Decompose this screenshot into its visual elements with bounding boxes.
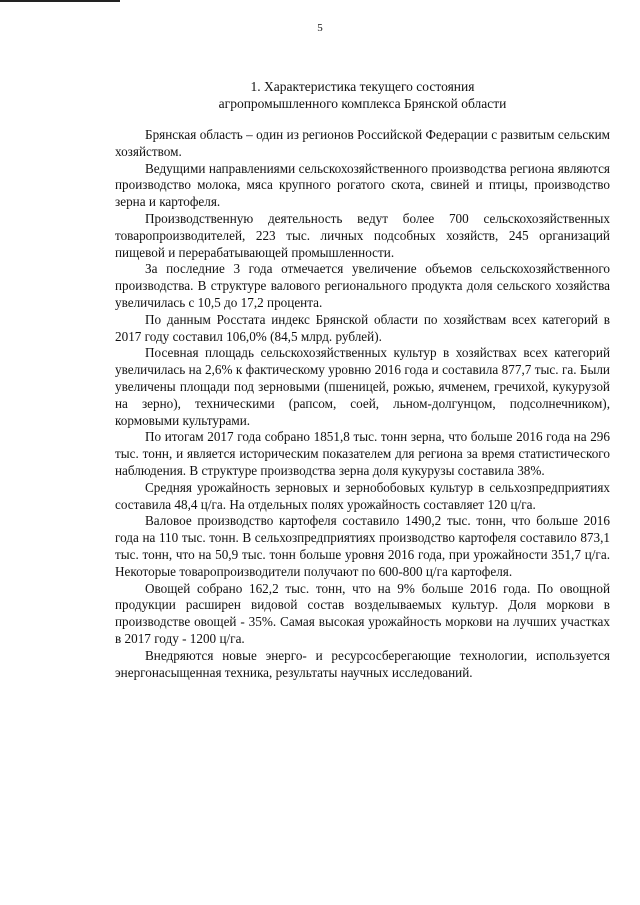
paragraph: За последние 3 года отмечается увеличение объемов сельскохозяйственного производства. В структуре валового регионального продукта доля сельского хозяйства увеличилась с 10,5 до 17,2 процента. — [115, 261, 610, 310]
section-title-line-2: агропромышленного комплекса Брянской области — [218, 96, 507, 111]
paragraph: Производственную деятельность ведут более 700 сельскохозяйственных товаропроизводителей, 223 тыс. личных подсобных хозяйств, 245 организаций пищевой и перерабатывающей промышленности. — [115, 210, 610, 260]
paragraph: По данным Росстата индекс Брянской области по хозяйствам всех категорий в 2017 году составил 106,0% (84,5 млрд. рублей). — [115, 311, 610, 344]
paragraph: Валовое производство картофеля составило 1490,2 тыс. тонн, что больше 2016 года на 110 тыс. тонн. В сельхозпредприятиях производство картофеля составило 873,1 тыс. тонн, что на 50,9 тыс. тонн больше уровня 2016 года, при урожайности 351,7 ц/га. Некоторые товаропроизводители получают по 600-800 ц/га картофеля. — [115, 513, 610, 579]
paragraph: Ведущими направлениями сельскохозяйственного производства региона являются производство молока, мяса крупного рогатого скота, свиней и птицы, производство зерна и картофеля. — [115, 160, 610, 210]
paragraph: Брянская область – один из регионов Российской Федерации с развитым сельским хозяйством. — [115, 127, 610, 159]
page-number: 5 — [317, 22, 323, 34]
paragraph: Средняя урожайность зерновых и зернобобовых культур в сельхозпредприятиях составила 48,4 ц/га. На отдельных полях урожайность составляет 120 ц/га. — [115, 479, 610, 512]
section-title — [115, 78, 610, 112]
body-text — [115, 127, 610, 681]
paragraph: По итогам 2017 года собрано 1851,8 тыс. тонн зерна, что больше 2016 года на 296 тыс. тонн, и является историческим показателем для региона за время статистического наблюдения. В структуре производства зерна доля кукурузы составила 38%. — [115, 429, 610, 478]
paragraph: Овощей собрано 162,2 тыс. тонн, что на 9% больше 2016 года. По овощной продукции расширен видовой состав возделываемых культур. Доля моркови в производстве овощей - 35%. Самая высокая урожайность моркови на лучших участках в 2017 году - 1200 ц/га. — [115, 580, 610, 646]
top-edge-rule — [0, 0, 120, 2]
paragraph: Внедряются новые энерго- и ресурсосберегающие технологии, используется энергонасыщенная техника, результаты научных исследований. — [115, 647, 610, 680]
section-title-line-1: 1. Характеристика текущего состояния — [250, 79, 475, 94]
paragraph: Посевная площадь сельскохозяйственных культур в хозяйствах всех категорий увеличилась на 2,6% к фактическому уровню 2016 года и составила 877,7 тыс. га. Были увеличены площади под зерновыми (пшеницей, рожью, ячменем, гречихой, кукурузой на зерно), техническими (рапсом, соей, льном-долгунцом, подсолнечником), кормовыми культурами. — [115, 345, 610, 428]
